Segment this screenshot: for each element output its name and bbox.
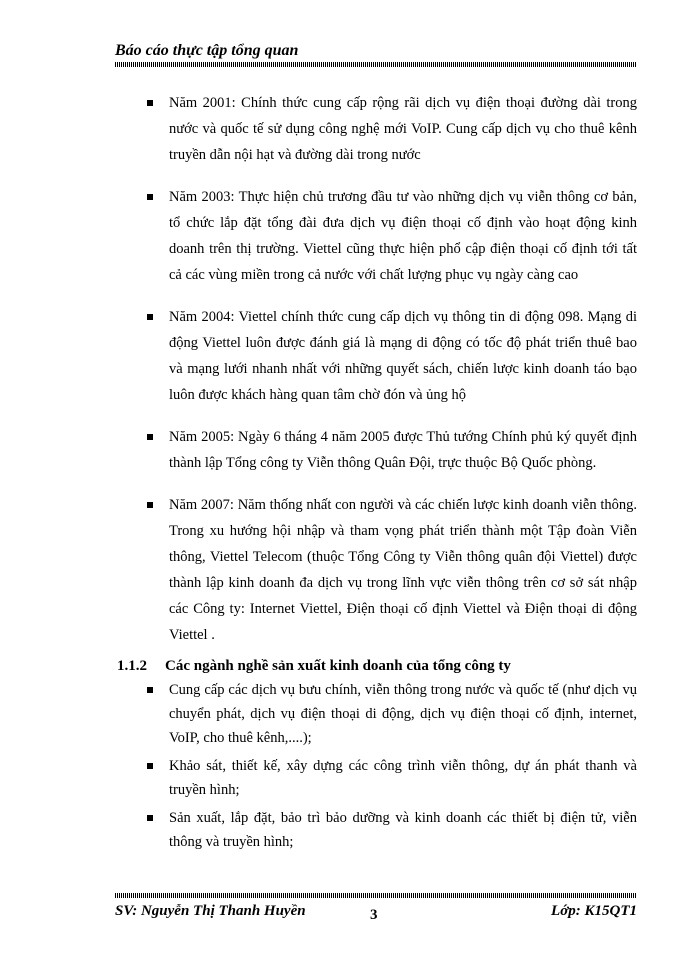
history-list bbox=[115, 90, 637, 648]
list-item: Năm 2003: Thực hiện chủ trương đầu tư vào những dịch vụ viễn thông cơ bản, tổ chức lắp đặt tổng đài đưa dịch vụ điện thoại cố định vào hoạt động kinh doanh trên thị trường. Viettel cũng thực hiện phổ cập điện thoại cố định tới tất cả các vùng miền trong cả nước với chất lượng phục vụ ngày càng cao bbox=[115, 184, 637, 288]
page-header-title: Báo cáo thực tập tổng quan bbox=[115, 42, 299, 59]
footer-rule bbox=[115, 893, 637, 898]
page-content bbox=[115, 90, 637, 858]
section-number: 1.1.2 bbox=[117, 658, 147, 674]
list-item: Năm 2004: Viettel chính thức cung cấp dịch vụ thông tin di động 098. Mạng di động Viettel luôn được đánh giá là mạng di động có tốc độ phát triển thuê bao và mạng lưới nhanh nhất với những quyết sách, chiến lược kinh doanh táo bạo luôn được khách hàng quan tâm chờ đón và ủng hộ bbox=[115, 304, 637, 408]
footer-student-name: SV: Nguyễn Thị Thanh Huyền bbox=[115, 903, 306, 919]
list-item: Khảo sát, thiết kế, xây dựng các công trình viễn thông, dự án phát thanh và truyền hình; bbox=[115, 754, 637, 802]
list-item: Sản xuất, lắp đặt, bảo trì bảo dưỡng và kinh doanh các thiết bị điện tử, viễn thông và truyền hình; bbox=[115, 806, 637, 854]
list-item: Năm 2001: Chính thức cung cấp rộng rãi dịch vụ điện thoại đường dài trong nước và quốc tế sử dụng công nghệ mới VoIP. Cung cấp dịch vụ cho thuê kênh truyền dẫn nội hạt và đường dài trong nước bbox=[115, 90, 637, 168]
section-title: Các ngành nghề sản xuất kinh doanh của tổng công ty bbox=[165, 658, 511, 674]
page-number: 3 bbox=[370, 907, 378, 923]
section-heading bbox=[117, 654, 637, 678]
header-rule bbox=[115, 62, 637, 67]
business-list bbox=[115, 678, 637, 854]
list-item: Năm 2007: Năm thống nhất con người và các chiến lược kinh doanh viễn thông. Trong xu hướng hội nhập và tham vọng phát triển thành một Tập đoàn Viễn thông, Viettel Telecom (thuộc Tổng Công ty Viễn thông quân đội Viettel) được thành lập kinh doanh đa dịch vụ trong lĩnh vực viễn thông trên cơ sở sát nhập các Công ty: Internet Viettel, Điện thoại cố định Viettel và Điện thoại di động Viettel . bbox=[115, 492, 637, 648]
list-item: Cung cấp các dịch vụ bưu chính, viễn thông trong nước và quốc tế (như dịch vụ chuyển phát, dịch vụ điện thoại di động, dịch vụ điện thoại cố định, internet, VoIP, cho thuê kênh,....); bbox=[115, 678, 637, 750]
list-item: Năm 2005: Ngày 6 tháng 4 năm 2005 được Thủ tướng Chính phủ ký quyết định thành lập Tổng công ty Viễn thông Quân Đội, trực thuộc Bộ Quốc phòng. bbox=[115, 424, 637, 476]
footer-class: Lớp: K15QT1 bbox=[551, 903, 637, 919]
